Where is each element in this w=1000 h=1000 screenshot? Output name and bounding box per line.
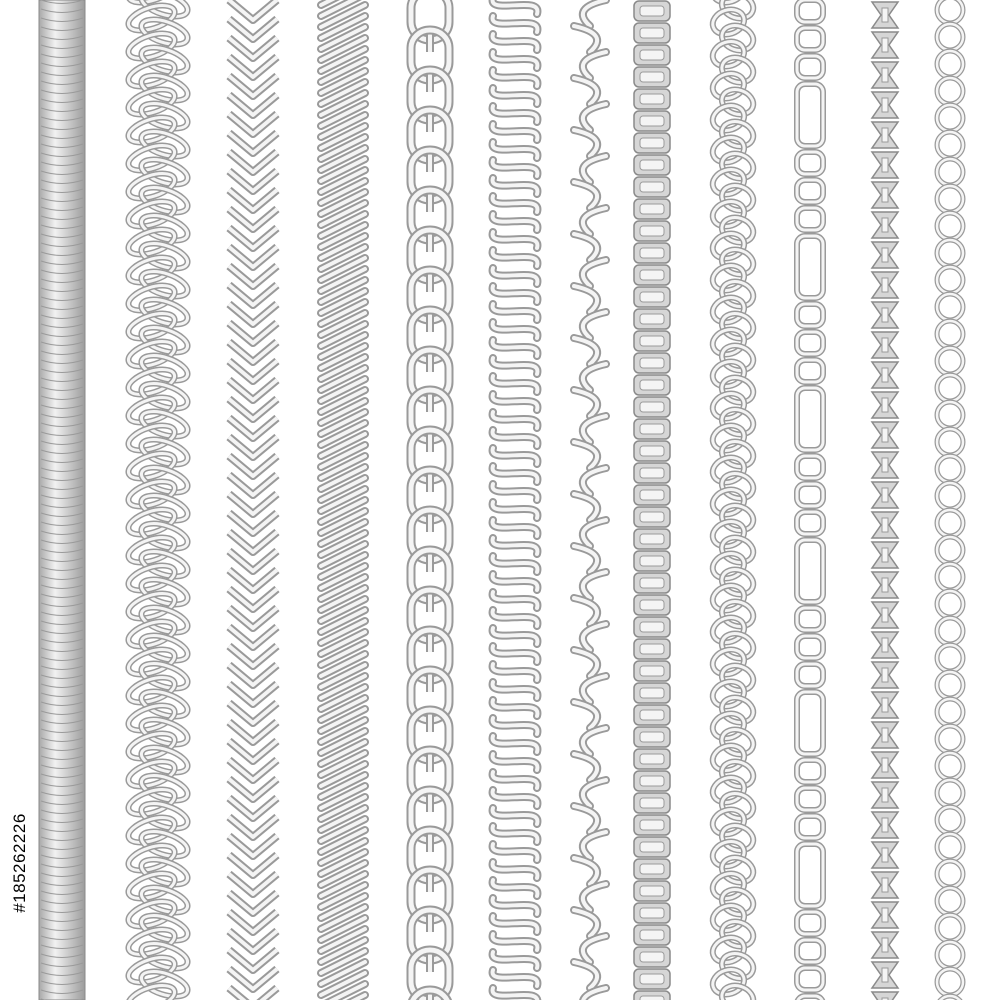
- bar-link-chain: [872, 2, 898, 1000]
- snake-chain: [39, 0, 85, 1000]
- rolo-chain: [937, 0, 963, 1000]
- figaro-loop-chain: [574, 0, 606, 1000]
- cable-chain: [411, 0, 449, 1000]
- figaro-chain: [797, 0, 823, 1000]
- foxtail-chain: [229, 0, 277, 1000]
- curb-chain: [125, 0, 190, 1000]
- stock-id-label: [6, 763, 34, 963]
- double-curb-chain: [710, 0, 757, 1000]
- rope-chain: [321, 0, 365, 1000]
- stock-id-text: #185262226: [10, 813, 29, 913]
- twisted-curb-chain: [493, 0, 538, 1000]
- box-link-chain: [634, 1, 670, 1000]
